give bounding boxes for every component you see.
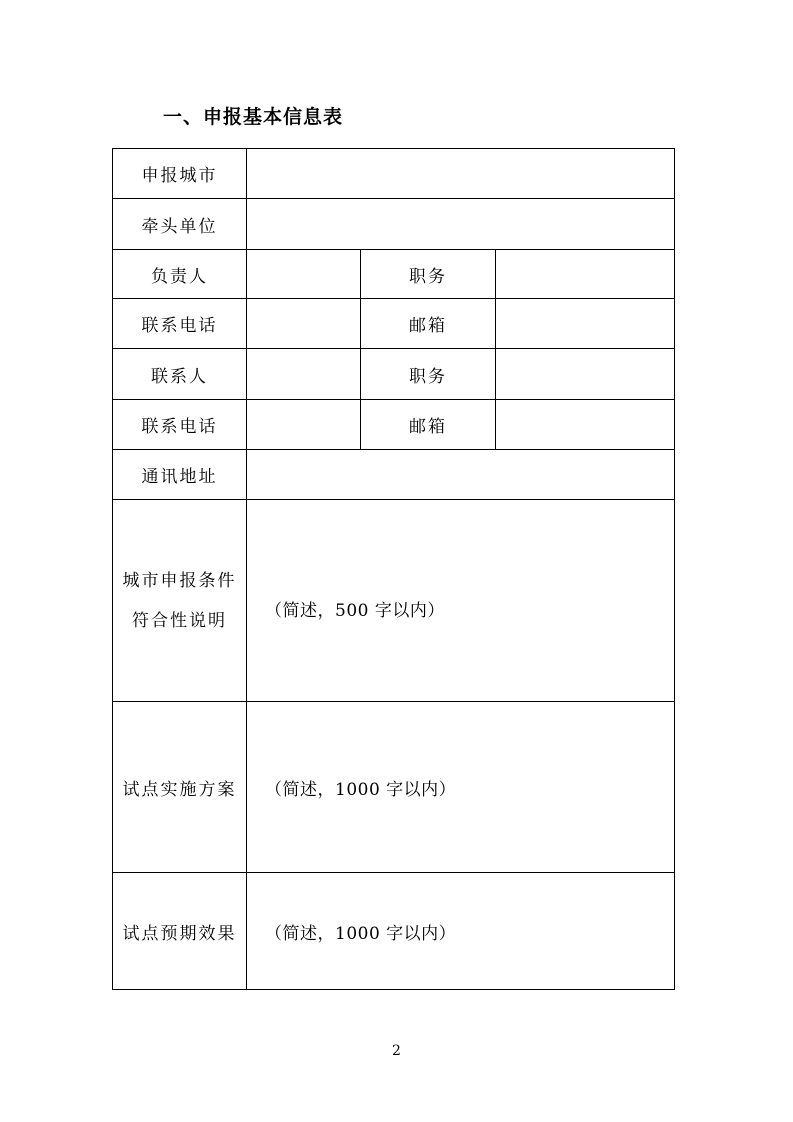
label-eligibility	[113, 500, 247, 702]
input-phone-2[interactable]	[247, 400, 361, 450]
label-effect: 试点预期效果	[113, 873, 247, 990]
table-row-contact-person	[113, 349, 675, 400]
section-title: 一、申报基本信息表	[163, 106, 344, 128]
input-position-1[interactable]	[496, 250, 675, 299]
label-eligibility-line1: 城市申报条件	[122, 570, 237, 591]
label-city: 申报城市	[113, 149, 247, 199]
label-phone-2: 联系电话	[113, 400, 247, 450]
label-contact-person: 联系人	[113, 349, 247, 400]
input-phone-1[interactable]	[247, 299, 361, 349]
table-row-eligibility	[113, 500, 675, 702]
table-row-address	[113, 450, 675, 500]
table-row-city	[113, 149, 675, 199]
input-lead-unit[interactable]	[247, 199, 675, 250]
input-email-2[interactable]	[496, 400, 675, 450]
label-address: 通讯地址	[113, 450, 247, 500]
input-address[interactable]	[247, 450, 675, 500]
input-eligibility[interactable]: （简述，500 字以内）	[247, 500, 675, 702]
label-email-2: 邮箱	[361, 400, 496, 450]
input-contact-person[interactable]	[247, 349, 361, 400]
table-row-person-in-charge	[113, 250, 675, 299]
table-row-effect	[113, 873, 675, 990]
input-person-in-charge[interactable]	[247, 250, 361, 299]
label-phone-1: 联系电话	[113, 299, 247, 349]
input-city[interactable]	[247, 149, 675, 199]
table-row-lead-unit	[113, 199, 675, 250]
label-lead-unit: 牵头单位	[113, 199, 247, 250]
label-position-2: 职务	[361, 349, 496, 400]
input-plan[interactable]: （简述，1000 字以内）	[247, 702, 675, 873]
input-email-1[interactable]	[496, 299, 675, 349]
page-number: 2	[392, 1043, 401, 1059]
label-plan: 试点实施方案	[113, 702, 247, 873]
input-position-2[interactable]	[496, 349, 675, 400]
label-person-in-charge: 负责人	[113, 250, 247, 299]
table-row-plan	[113, 702, 675, 873]
table-row-phone-1	[113, 299, 675, 349]
basic-info-table	[112, 148, 675, 990]
label-eligibility-line2: 符合性说明	[132, 610, 227, 631]
label-position-1: 职务	[361, 250, 496, 299]
table-row-phone-2	[113, 400, 675, 450]
input-effect[interactable]: （简述，1000 字以内）	[247, 873, 675, 990]
label-email-1: 邮箱	[361, 299, 496, 349]
